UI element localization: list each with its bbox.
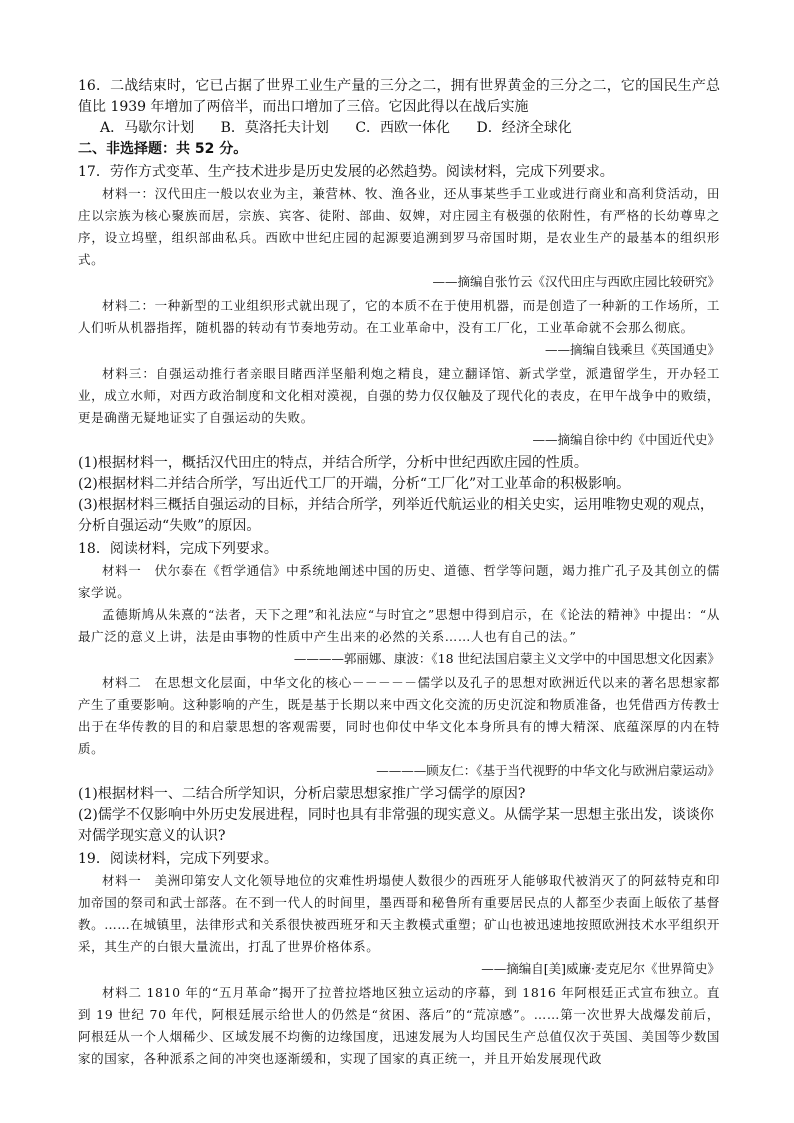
q17-source-1: ——摘编自张竹云《汉代田庄与西欧庄园比较研究》 xyxy=(432,274,720,289)
q17-stem: 17．劳作方式变革、生产技术进步是历史发展的必然趋势。阅读材料，完成下列要求。 xyxy=(78,164,614,180)
q18-material-2: 材料二 在思想文化层面，中华文化的核心－－－－－儒学以及孔子的思想对欧洲近代以来的著名思想家都产生了重要影响。这种影响的产生，既是基于长期以来中西文化交流的历史沉淀和物质准备，也凭借西方传教士出于在华传教的目的和启蒙思想的客观需要，同时也仰仗中华文化本身所具有的博大精深、底蕴深厚的内在特质。 xyxy=(78,675,720,756)
q18-source-1: ————郭丽娜、康波：《18 世纪法国启蒙主义文学中的中国思想文化因素》 xyxy=(293,651,720,666)
document-page xyxy=(78,76,720,1070)
q19-material-2: 材料二 1810 年的“五月革命”揭开了拉普拉塔地区独立运动的序幕，到 1816 年阿根廷正式宣布独立。直到 19 世纪 70 年代，阿根廷展示给世人的仍然是“贫困、落后”的“荒凉感”。……第一次世界大战爆发前后，阿根廷从一个人烟稀少、区域发展不均衡的边缘国度，迅速发展为人均国民生产总值仅次于英国、美国等少数国家的国家，各种派系之间的冲突也逐渐缓和，实现了国家的真正统一，并且开始发展现代政 xyxy=(78,985,720,1066)
q17-material-1: 材料一：汉代田庄一般以农业为主，兼营林、牧、渔各业，还从事某些手工业或进行商业和高利贷活动，田庄以宗族为核心聚族而居，宗族、宾客、徒附、部曲、奴婢，对庄园主有极强的依附性，有严格的长幼尊卑之序，设立坞壁，组织部曲私兵。西欧中世纪庄园的起源要追溯到罗马帝国时期，是农业生产的最基本的组织形式。 xyxy=(78,186,720,267)
q17-source-3: ——摘编自徐中约《中国近代史》 xyxy=(532,432,720,447)
q17-material-3: 材料三：自强运动推行者亲眼目睹西洋坚船利炮之精良，建立翻译馆、新式学堂，派遣留学生，开办轻工业，成立水师，对西方政治制度和文化相对漠视，自强的势力仅仅触及了现代化的表皮，在甲午战争中的败绩，更是确凿无疑地证实了自强运动的失败。 xyxy=(78,366,720,425)
q18-material-1a: 材料一 伏尔泰在《哲学通信》中系统地阐述中国的历史、道德、哲学等问题，竭力推广孔子及其创立的儒家学说。 xyxy=(78,563,720,600)
q17-source-2: ——摘编自钱乘旦《英国通史》 xyxy=(544,342,720,357)
q16-option-d: D．经济全球化 xyxy=(476,120,572,136)
q16-options xyxy=(78,118,720,139)
q18-requirement-1: (1)根据材料一、二结合所学知识，分析启蒙思想家推广学习儒学的原因? xyxy=(78,786,526,802)
q16-option-a: A．马歇尔计划 xyxy=(100,120,195,136)
q17-material-2: 材料二：一种新型的工业组织形式就出现了，它的本质不在于使用机器，而是创造了一种新的工作场所，工人们听从机器指挥，随机器的转动有节奏地劳动。在工业革命中，没有工厂化，工业革命就不会那么彻底。 xyxy=(78,298,720,335)
q19-source-1: ——摘编自[美]威廉·麦克尼尔《世界简史》 xyxy=(481,961,720,976)
q18-requirement-2: (2)儒学不仅影响中外历史发展进程，同时也具有非常强的现实意义。从儒学某一思想主张出发，谈谈你对儒学现实意义的认识? xyxy=(78,807,714,844)
q18-material-1b: 孟德斯鸠从朱熹的“法者，天下之理”和礼法应“与时宜之”思想中得到启示，在《论法的精神》中提出：“从最广泛的意义上讲，法是由事物的性质中产生出来的必然的关系……人也有自己的法。” xyxy=(78,607,720,644)
q19-material-1: 材料一 美洲印第安人文化领导地位的灾难性坍塌使人数很少的西班牙人能够取代被消灭了的阿兹特克和印加帝国的祭司和武士部落。在不到一代人的时间里，墨西哥和秘鲁所有重要居民点的人都至少表面上皈依了基督教。……在城镇里，法律形式和关系很快被西班牙和天主教模式重塑；矿山也被迅速地按照欧洲技术水平组织开采，其生产的白银大量流出，打乱了世界价格体系。 xyxy=(78,873,720,954)
q18-stem: 18．阅读材料，完成下列要求。 xyxy=(78,541,278,557)
q16-option-b: B．莫洛托夫计划 xyxy=(220,120,329,136)
q17-requirement-3: (3)根据材料三概括自强运动的目标，并结合所学，列举近代航运业的相关史实，运用唯物史观的观点，分析自强运动“失败”的原因。 xyxy=(78,497,714,534)
q18-source-2: ————顾友仁：《基于当代视野的中华文化与欧洲启蒙运动》 xyxy=(376,763,720,778)
q19-stem: 19．阅读材料，完成下列要求。 xyxy=(78,851,278,867)
section-heading: 二、非选择题：共 52 分。 xyxy=(78,141,248,157)
q16-option-c: C．西欧一体化 xyxy=(355,120,451,136)
q17-requirement-2: (2)根据材料二并结合所学，写出近代工厂的开端，分析“工厂化”对工业革命的积极影响。 xyxy=(78,476,631,492)
q16-stem: 16．二战结束时，它已占据了世界工业生产量的三分之二，拥有世界黄金的三分之二，它的国民生产总值比 1939 年增加了两倍半，而出口增加了三倍。它因此得以在战后实施 xyxy=(78,78,720,115)
q17-requirement-1: (1)根据材料一，概括汉代田庄的特点，并结合所学，分析中世纪西欧庄园的性质。 xyxy=(78,455,588,471)
